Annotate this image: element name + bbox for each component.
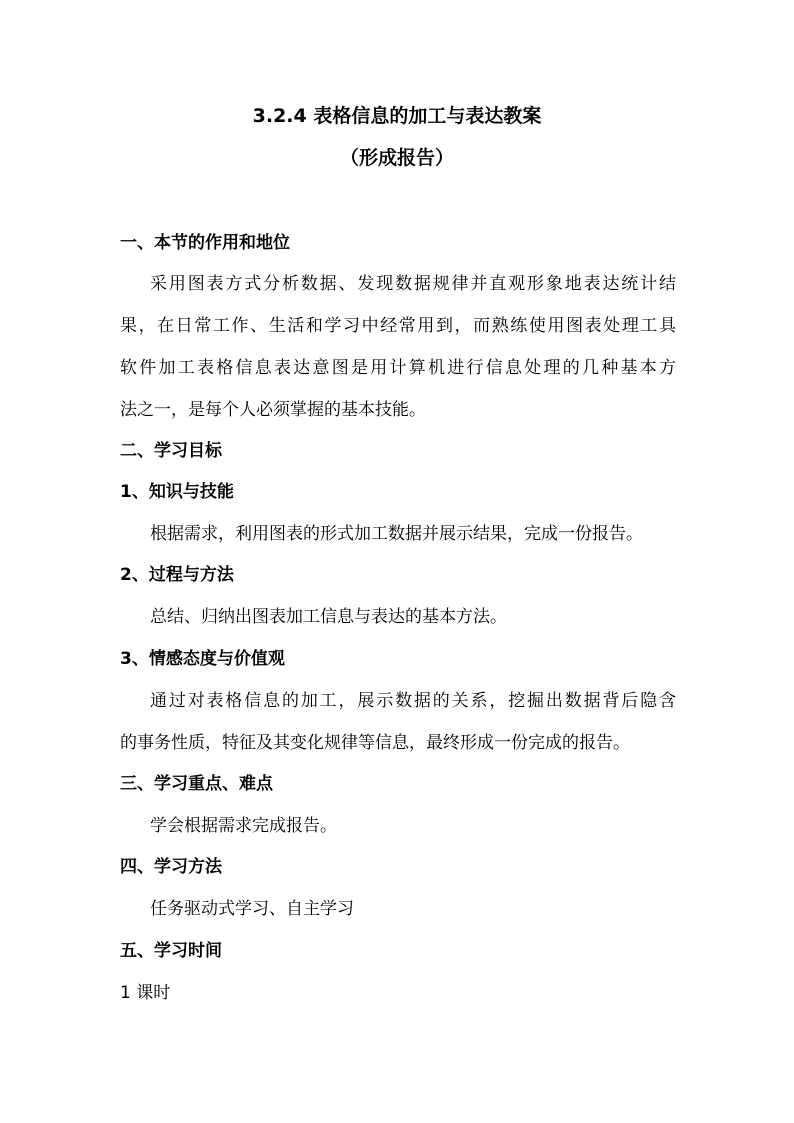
paragraph-line: 软件加工表格信息表达意图是用计算机进行信息处理的几种基本方 — [120, 358, 676, 378]
document-subtitle: （形成报告） — [339, 147, 454, 169]
subheading-knowledge-skills: 1、知识与技能 — [120, 482, 234, 502]
subheading-attitudes-values: 3、情感态度与价值观 — [120, 649, 285, 669]
paragraph-line: 通过对表格信息的加工，展示数据的关系，挖掘出数据背后隐含 — [150, 691, 676, 711]
document-title: 3.2.4 表格信息的加工与表达教案 — [252, 105, 542, 127]
methods-text: 任务驱动式学习、自主学习 — [150, 899, 354, 919]
section-heading-role: 一、本节的作用和地位 — [120, 233, 290, 253]
section-heading-methods: 四、学习方法 — [120, 857, 222, 877]
paragraph-line: 的事务性质，特征及其变化规律等信息，最终形成一份完成的报告。 — [120, 733, 630, 753]
process-methods-text: 总结、归纳出图表加工信息与表达的基本方法。 — [150, 607, 507, 627]
section-heading-time: 五、学习时间 — [120, 941, 222, 961]
knowledge-skills-text: 根据需求，利用图表的形式加工数据并展示结果，完成一份报告。 — [150, 524, 643, 544]
section-role-paragraph — [120, 272, 680, 422]
section-heading-objectives: 二、学习目标 — [120, 441, 222, 461]
subheading-process-methods: 2、过程与方法 — [120, 565, 234, 585]
key-points-text: 学会根据需求完成报告。 — [150, 816, 337, 836]
attitudes-values-paragraph — [120, 689, 680, 755]
paragraph-line: 采用图表方式分析数据、发现数据规律并直观形象地表达统计结 — [150, 274, 676, 294]
section-heading-key-points: 三、学习重点、难点 — [120, 774, 273, 794]
paragraph-line: 法之一，是每个人必须掌握的基本技能。 — [120, 400, 426, 420]
time-text: 1 课时 — [120, 983, 171, 1003]
paragraph-line: 果，在日常工作、生活和学习中经常用到，而熟练使用图表处理工具 — [120, 316, 676, 336]
